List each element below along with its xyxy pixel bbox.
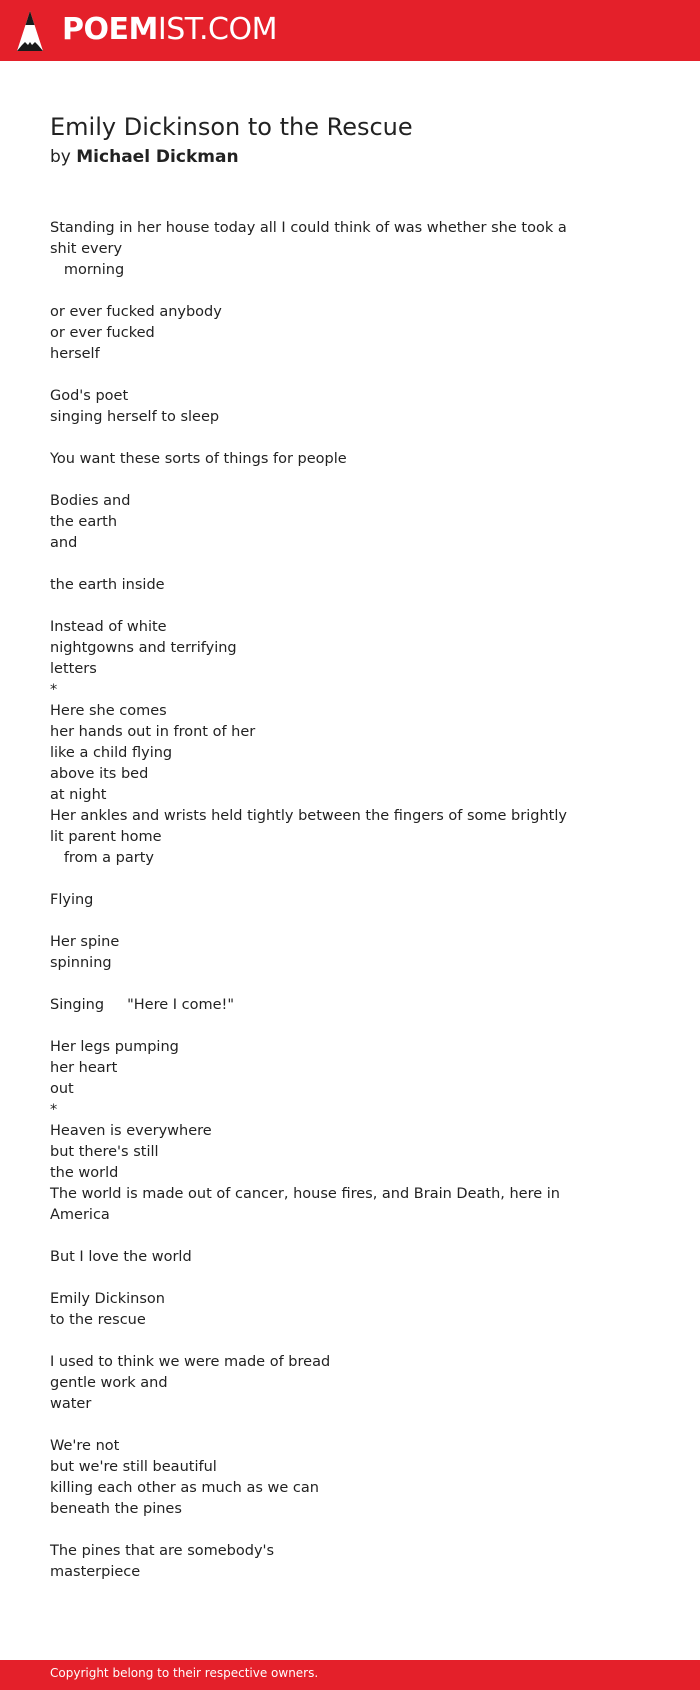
poem-line: herself [50, 346, 100, 362]
poem-line: Her spine [50, 934, 120, 950]
poem-line: But I love the world [50, 1249, 192, 1265]
logo-bold-text: POEM [62, 12, 158, 47]
poem-line: or ever fucked anybody [50, 304, 222, 320]
poem-line: from a party [50, 850, 154, 866]
stanza-break [50, 470, 570, 491]
stanza-break [50, 365, 570, 386]
poem-author: Michael Dickman [76, 147, 239, 167]
poem-line: You want these sorts of things for people [50, 451, 347, 467]
poem-line: masterpiece [50, 1564, 141, 1580]
poem-line: God's poet [50, 388, 129, 404]
poem-line: morning [50, 262, 125, 278]
stanza-break [50, 911, 570, 932]
stanza-break [50, 974, 570, 995]
poem-line: out [50, 1081, 74, 1097]
stanza-break [50, 1520, 570, 1541]
site-footer [0, 1660, 700, 1690]
poem-line: the earth [50, 514, 118, 530]
poem-line: The pines that are somebody's [50, 1543, 275, 1559]
stanza-break [50, 1268, 570, 1289]
logo-rest-text: IST.COM [157, 12, 277, 47]
poem-line: water [50, 1396, 92, 1412]
stanza-break [50, 1415, 570, 1436]
poem-title: Emily Dickinson to the Rescue [50, 113, 413, 141]
poem-line: and [50, 535, 78, 551]
poem-line: Heaven is everywhere [50, 1123, 212, 1139]
poem-line: above its bed [50, 766, 149, 782]
poem-line: the world [50, 1165, 119, 1181]
poem-line: her heart [50, 1060, 118, 1076]
poem-byline [50, 147, 239, 167]
poem-line: singing herself to sleep [50, 409, 220, 425]
poem-line: at night [50, 787, 107, 803]
stanza-break [50, 554, 570, 575]
poem-line: Flying [50, 892, 94, 908]
stanza-break [50, 869, 570, 890]
poem-line: Bodies and [50, 493, 131, 509]
pencil-tip-icon[interactable] [17, 11, 43, 51]
poem-line: letters [50, 661, 97, 677]
poem-line: Her ankles and wrists held tightly between the fingers of some brightly lit parent home [50, 808, 572, 845]
poem-line: or ever fucked [50, 325, 155, 341]
poem-line: Her legs pumping [50, 1039, 179, 1055]
poem-line: to the rescue [50, 1312, 146, 1328]
poem-line: but there's still [50, 1144, 159, 1160]
stanza-break [50, 281, 570, 302]
poem-line: her hands out in front of her [50, 724, 256, 740]
poem-line: the earth inside [50, 577, 165, 593]
site-header [0, 0, 700, 61]
byline-label: by [50, 147, 71, 167]
poem-line: but we're still beautiful [50, 1459, 217, 1475]
stanza-break [50, 428, 570, 449]
stanza-break [50, 1016, 570, 1037]
poem-line: * [50, 682, 58, 698]
poem-line: like a child flying [50, 745, 173, 761]
poem-line: nightgowns and terrifying [50, 640, 237, 656]
poem-line: killing each other as much as we can [50, 1480, 319, 1496]
poem-line: spinning [50, 955, 112, 971]
site-logo[interactable] [62, 12, 277, 48]
stanza-break [50, 1226, 570, 1247]
poem-line: * [50, 1102, 58, 1118]
stanza-break [50, 596, 570, 617]
poem-line: Here she comes [50, 703, 167, 719]
poem-line: The world is made out of cancer, house fires, and Brain Death, here in America [50, 1186, 565, 1223]
poem-body [50, 218, 570, 1583]
poem-line: Standing in her house today all I could think of was whether she took a shit every [50, 220, 572, 257]
poem-line: We're not [50, 1438, 120, 1454]
poem-line: Instead of white [50, 619, 167, 635]
copyright-notice: Copyright belong to their respective owners. [50, 1666, 319, 1680]
poem-line: Singing "Here I come!" [50, 997, 235, 1013]
poem-line: Emily Dickinson [50, 1291, 165, 1307]
poem-line: I used to think we were made of bread [50, 1354, 331, 1370]
stanza-break [50, 1331, 570, 1352]
poem-line: beneath the pines [50, 1501, 182, 1517]
poem-line: gentle work and [50, 1375, 168, 1391]
